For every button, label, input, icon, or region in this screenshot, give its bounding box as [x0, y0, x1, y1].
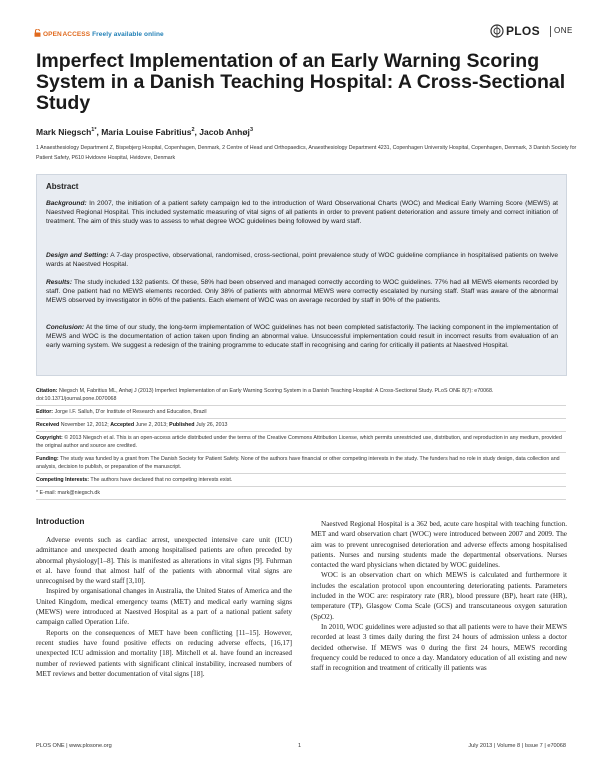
open-lock-icon [34, 29, 41, 37]
paragraph: Adverse events such as cardiac arrest, unexpected intensive care unit (ICU) admittance and unexpected death among hospitalised patients are often preceded by abnormal physiology[1–8]. This is manifested as alterations in vital signs [9]. Fuhrman et al. have found that almost half of the patients with abnormal vital signs are unrecognised by the ward staff [3,10]. [36, 536, 292, 586]
competing-text: The authors have declared that no competing interests exist. [90, 477, 233, 483]
author-3-affil: 3 [249, 127, 253, 134]
divider [36, 452, 566, 453]
author-list [36, 127, 253, 137]
email-label: * E-mail: [36, 490, 57, 496]
funding-text: The study was funded by a grant from The Danish Society for Patient Safety. None of the authors have financial or other competing interests in the study. The funders had no role in study design, data collection and analysis, decision to publish, or preparation of the manuscript. [36, 456, 560, 471]
affiliations: 1 Anaesthesiology Department Z, Bispebjerg Hospital, Copenhagen, Denmark, 2 Centre of Head and Orthopaedics, Anaesthesiology Department 4231, Copenhagen University Hospital, Copenhagen, Denmark, 3 Danish Society for Patient Safety, P610 Hvidovre Hospital, Hvidovre, Denmark [36, 145, 577, 161]
paragraph: In 2010, WOC guidelines were adjusted so that all patients were to have their MEWS recorded at least 3 times daily during the first 24 hours of admission unless a doctor decided otherwise. If MEWS was 0 during the first 24 hours, MEWS recording frequency could be reduced to once a day. Mandatory education of all existing and new staff in recognition and treatment of critically ill patients was [311, 622, 567, 673]
abstract-conclusion [46, 323, 558, 351]
copyright-label: Copyright: [36, 435, 63, 441]
abstract-design [46, 251, 558, 269]
received-date: November 12, 2012; [60, 422, 109, 428]
copyright [36, 434, 566, 450]
divider [36, 486, 566, 487]
editor [36, 408, 566, 416]
citation-label: Citation: [36, 388, 58, 394]
author-2[interactable]: Maria Louise Fabritius [101, 127, 192, 137]
funding [36, 455, 566, 471]
conclusion-label: Conclusion: [46, 324, 85, 331]
paragraph: Reports on the consequences of MET have been conflicting [11–15]. However, recent studies have found positive effects on reducing adverse effects, [16,17] unexpected ICU admission and mortality [18]. Mitchell et al. have found an increased number of reviewed patients with significant clinical instability, increased numbers of MET reviews and better documentation of vital signs [18]. [36, 628, 292, 678]
freely-available-label: Freely available online [92, 31, 164, 38]
background-label: Background: [46, 200, 87, 207]
author-2-affil: 2 [191, 127, 195, 134]
author-1[interactable]: Mark Niegsch [36, 127, 92, 137]
logo-plos-text: PLOS [506, 24, 540, 38]
plos-one-logo[interactable] [490, 24, 573, 39]
abstract-heading: Abstract [46, 182, 79, 191]
open-label: OPEN [43, 31, 62, 38]
accepted-label: Accepted [110, 422, 135, 428]
divider [36, 418, 566, 419]
divider [36, 431, 566, 432]
published-label: Published [169, 422, 195, 428]
paragraph: Naestved Regional Hospital is a 362 bed, acute care hospital with teaching function. MET and ward observation chart (WOC) were introduced between 2007 and 2009. The aim was to prevent unrecognised deterioration and adverse effects among hospitalised patients. Nurses and nursing students made the departmental observations. Nurses contacted the ward physicians when dictated by WOC guidelines. [311, 520, 567, 570]
background-text: In 2007, the initiation of a patient safety campaign led to the introduction of Ward Observational Charts (WOC) and Medical Early Warning Score (MEWS) at Naestved Regional Hospital. This included systematic measuring of vital signs of all patients in order to prevent patient deterioration and assure timely and correct initiation of treatment. The aim of this study was to assess to what degree WOC guidelines being followed by ward staff. [46, 200, 558, 226]
paragraph: Inspired by organisational changes in Australia, the United States of America and the United Kingdom, medical emergency teams (MET) and medical early warning signs (MEWS) were introduced at Naestved Hospital as a part of a national patient safety campaign called Operation Life. [36, 587, 292, 627]
design-label: Design and Setting: [46, 252, 109, 259]
design-text: A 7-day prospective, observational, randomised, cross-sectional, point prevalence study of WOC guideline compliance in hospitalised patients on twelve wards at Naestved Hospital. [46, 252, 558, 269]
dates [36, 421, 566, 429]
results-text: The study included 132 patients. Of these, 58% had been observed and managed correctly according to WOC guidelines. 77% had all MEWS elements recorded by staff. One patient had no MEWS elements recorded. Only 38% of patients with abnormal MEWS were correctly escalated by nursing staff. Staff was aware of the abnormal MEWS observed by investigator in 60% of the patients. Each element of WOC was on average recorded by staff in 90% of the patients. [46, 279, 558, 305]
author-separator: , [194, 127, 200, 137]
received-label: Received [36, 422, 60, 428]
page-number: 1 [298, 743, 302, 749]
abstract-results [46, 278, 558, 306]
article-title: Imperfect Implementation of an Early Warning Scoring System in a Danish Teaching Hospital: A Cross-Sectional Study [36, 50, 566, 114]
citation-text: Niegsch M, Fabritius ML, Anhøj J (2013) Imperfect Implementation of an Early Warning Scoring System in a Danish Teaching Hospital: A Cross-Sectional Study. PLoS ONE 8(7): e70068. doi:10.1371/journal.pone.0070068 [36, 388, 494, 403]
logo-divider [550, 26, 551, 37]
email [36, 489, 566, 497]
logo-one-text: ONE [554, 26, 573, 35]
divider [36, 499, 566, 500]
accepted-date: June 2, 2013; [135, 422, 168, 428]
body-column-right [311, 519, 567, 673]
editor-label: Editor: [36, 409, 54, 415]
funding-label: Funding: [36, 456, 59, 462]
introduction-heading: Introduction [36, 516, 85, 526]
divider [36, 473, 566, 474]
journal-site[interactable]: PLOS ONE | www.plosone.org [36, 743, 112, 749]
issue-info: July 2013 | Volume 8 | Issue 7 | e70068 [468, 743, 566, 749]
conclusion-text: At the time of our study, the long-term implementation of WOC guidelines has not been completed satisfactorily. The lacking component in the implementation of MEWS and WOC is the documentation of action taken upon finding an abnormal value. Unsuccessful implementation could result in incorrect results from evaluation of an early warning system. We suggest a redesign of the training programme to educate staff in recognising and caring for critically ill patients at Naestved Hospital. [46, 324, 558, 350]
author-3[interactable]: Jacob Anhøj [199, 127, 250, 137]
corresponding-marker: * [94, 127, 97, 134]
author-separator: , [96, 127, 102, 137]
results-label: Results: [46, 279, 73, 286]
citation [36, 387, 566, 403]
access-label: ACCESS [62, 31, 91, 38]
open-access-banner [34, 29, 164, 38]
abstract-background [46, 199, 558, 227]
divider [36, 405, 566, 406]
competing-label: Competing Interests: [36, 477, 89, 483]
editor-text: Jorge I.F. Salluh, D'or Institute of Research and Education, Brazil [54, 409, 207, 415]
copyright-text: © 2013 Niegsch et al. This is an open-access article distributed under the terms of the Creative Commons Attribution License, which permits unrestricted use, distribution, and reproduction in any medium, provided the original author and source are credited. [36, 435, 562, 450]
paragraph: WOC is an observation chart on which MEWS is calculated and furthermore it includes the escalation protocol upon encountering deteriorating patients. Parameters included in the WOC are: respiratory rate (RR), blood pressure (BP), heart rate (HR), temperature (TP), Glasgow Coma Scale (GCS) and transcutaneous oxygen saturation (SpO2). [311, 571, 567, 621]
published-date: July 26, 2013 [195, 422, 228, 428]
body-column-left [36, 535, 292, 679]
author-1-affil: 1 [91, 127, 95, 134]
competing-interests [36, 476, 566, 484]
plos-globe-icon [490, 24, 504, 38]
email-link[interactable]: mark@niegsch.dk [57, 490, 100, 496]
